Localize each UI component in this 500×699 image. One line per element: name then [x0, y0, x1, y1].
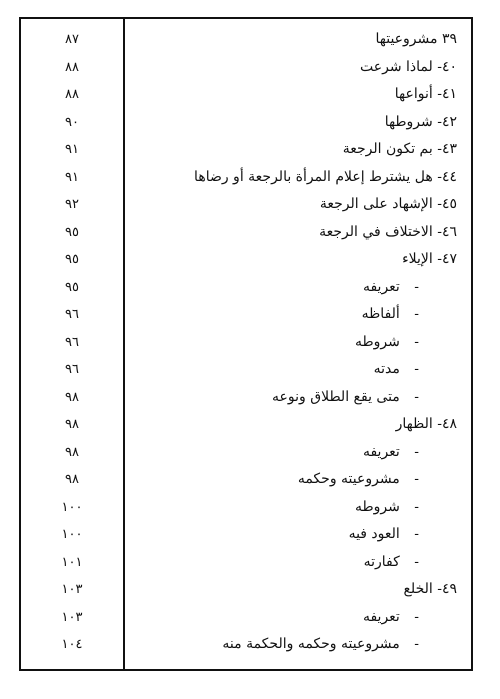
subentry-dash-marker: -: [414, 306, 419, 322]
toc-page-number: ٩٢: [65, 197, 79, 212]
toc-page-number: ٩٦: [65, 334, 79, 350]
toc-subentry-title: [133, 279, 419, 295]
subentry-dash-marker: -: [414, 471, 419, 487]
toc-subentry-title: [133, 389, 419, 405]
toc-row: [21, 579, 471, 607]
subentry-text: كفارته: [363, 553, 400, 570]
toc-row: [21, 84, 471, 112]
toc-page-number: ٩٨: [65, 472, 79, 487]
toc-page-number: ٩٥: [65, 252, 79, 267]
toc-page-number: ٨٧: [65, 32, 79, 47]
subentry-dash-marker: -: [414, 526, 419, 542]
toc-subentry-title: [133, 361, 419, 377]
toc-row: [21, 249, 471, 277]
toc-page-number: ١٠٣: [61, 582, 83, 597]
subentry-dash-marker: -: [414, 443, 419, 460]
subentry-text: متى يقع الطلاق ونوعه: [272, 388, 400, 405]
subentry-text: تعريفه: [362, 608, 400, 625]
toc-page-number: ٩٨: [65, 417, 79, 432]
toc-row: [21, 304, 471, 332]
toc-subentry-title: [133, 306, 419, 322]
toc-row: [21, 112, 471, 140]
toc-page-number: ١٠٠: [61, 527, 83, 542]
subentry-dash-marker: -: [414, 278, 419, 295]
subentry-text: مشروعيته وحكمه: [297, 471, 400, 487]
toc-entry-title: ٤٨- الظهار: [395, 416, 457, 432]
toc-row: [21, 194, 471, 222]
subentry-text: ألفاظه: [361, 306, 400, 322]
subentry-dash-marker: -: [414, 388, 419, 405]
toc-entry-title: ٤٧- الإيلاء: [402, 251, 457, 267]
subentry-dash-marker: -: [414, 361, 419, 377]
subentry-dash-marker: -: [414, 333, 419, 350]
toc-row: [21, 57, 471, 85]
subentry-dash-marker: -: [414, 636, 419, 652]
toc-subentry-title: [133, 526, 419, 542]
toc-subentry-title: [133, 636, 419, 652]
subentry-text: شروطه: [354, 498, 400, 515]
toc-entry-title: ٤٣- بم تكون الرجعة: [342, 141, 457, 157]
toc-page-number: ٩٥: [65, 224, 79, 240]
toc-subentry-title: [133, 471, 419, 487]
toc-page-number: ١٠٤: [61, 637, 83, 652]
toc-entry-title: ٤٦- الاختلاف في الرجعة: [319, 223, 457, 240]
toc-row: [21, 497, 471, 525]
subentry-dash-marker: -: [414, 553, 419, 570]
toc-row: [21, 332, 471, 360]
toc-row: [21, 277, 471, 305]
toc-row: [21, 442, 471, 470]
subentry-text: العود فيه: [348, 526, 400, 542]
toc-page-number: ٩١: [65, 169, 79, 185]
toc-page-number: ٩٨: [65, 444, 79, 460]
toc-row: [21, 634, 471, 662]
table-of-contents-frame: [19, 17, 473, 671]
toc-page-number: ٩٨: [65, 389, 79, 405]
toc-entry-title: ٤٤- هل يشترط إعلام المرأة بالرجعة أو رضاها: [194, 168, 457, 185]
toc-row: [21, 469, 471, 497]
toc-row: [21, 524, 471, 552]
toc-rows: [21, 19, 471, 669]
subentry-dash-marker: -: [414, 498, 419, 515]
toc-row: [21, 167, 471, 195]
subentry-text: مدته: [373, 361, 400, 377]
subentry-text: شروطه: [354, 333, 400, 350]
toc-row: [21, 139, 471, 167]
toc-row: [21, 359, 471, 387]
toc-entry-title: ٤٢- شروطها: [384, 113, 457, 130]
subentry-text: مشروعيته وحكمه والحكمة منه: [222, 636, 400, 652]
toc-entry-title: ٣٩ مشروعيتها: [375, 31, 457, 47]
toc-subentry-title: [133, 444, 419, 460]
toc-page-number: ١٠٣: [61, 609, 83, 625]
toc-page-number: ٨٨: [65, 87, 79, 102]
toc-row: [21, 387, 471, 415]
toc-page-number: ٩٠: [65, 114, 79, 130]
toc-page-number: ٩٦: [65, 307, 79, 322]
toc-page-number: ٩٦: [65, 362, 79, 377]
toc-page-number: ٩٥: [65, 279, 79, 295]
subentry-text: تعريفه: [362, 443, 400, 460]
toc-page-number: ٩١: [65, 142, 79, 157]
toc-subentry-title: [133, 554, 419, 570]
toc-entry-title: ٤٥- الإشهاد على الرجعة: [319, 196, 457, 212]
subentry-text: تعريفه: [362, 278, 400, 295]
toc-row: [21, 607, 471, 635]
toc-entry-title: ٤٩- الخلع: [403, 581, 457, 597]
toc-subentry-title: [133, 334, 419, 350]
toc-entry-title: ٤٠- لماذا شرعت: [360, 58, 457, 75]
toc-subentry-title: [133, 499, 419, 515]
toc-subentry-title: [133, 609, 419, 625]
toc-page-number: ١٠١: [61, 554, 83, 570]
toc-row: [21, 414, 471, 442]
toc-entry-title: ٤١- أنواعها: [394, 86, 457, 102]
toc-row: [21, 552, 471, 580]
toc-row: [21, 222, 471, 250]
toc-row: [21, 29, 471, 57]
subentry-dash-marker: -: [414, 608, 419, 625]
toc-page-number: ٨٨: [65, 59, 79, 75]
toc-page-number: ١٠٠: [61, 499, 83, 515]
